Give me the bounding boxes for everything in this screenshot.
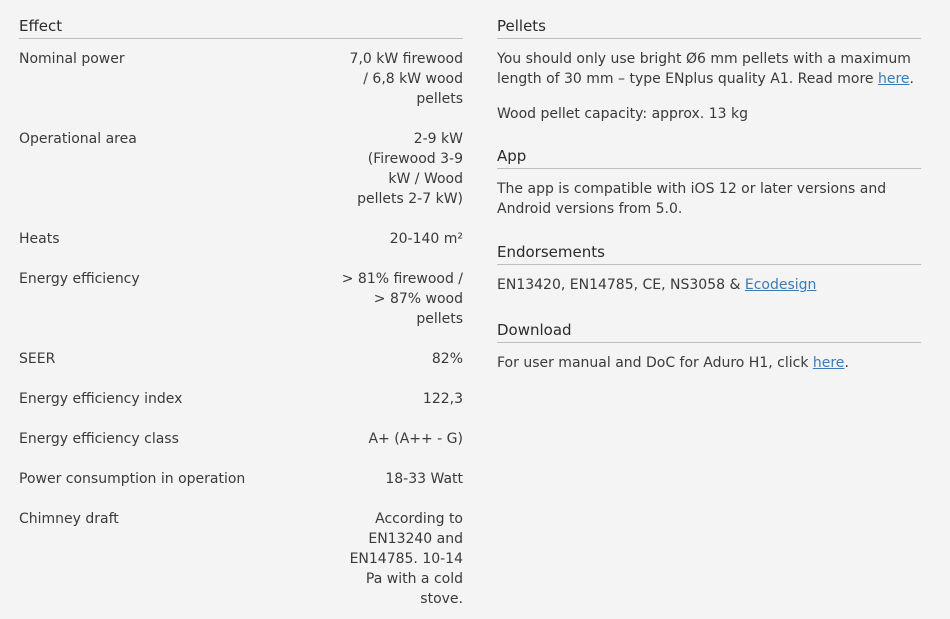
spec-value [432,349,463,369]
spec-value-line: kW / Wood [388,171,463,187]
spec-value [342,269,463,329]
spec-label: Power consumption in operation [19,471,246,487]
spec-value-line: pellets 2-7 kW) [357,191,463,207]
pellets-read-more-link[interactable]: here [877,71,910,87]
download-link[interactable]: here [812,355,845,371]
spec-label: Energy efficiency index [19,391,183,407]
pellets-section [497,12,921,124]
spec-value-line: > 81% firewood / [341,271,463,287]
spec-value-line: 122,3 [422,391,463,407]
spec-value-line: 20-140 m² [389,231,463,247]
spec-row [19,219,463,259]
endorsements-text [497,265,921,295]
endorsements-section [497,238,921,295]
spec-value [390,229,463,249]
spec-value [350,49,463,109]
spec-table [19,39,463,619]
spec-value [385,469,463,489]
spec-value-line: pellets [416,91,463,107]
app-section [497,142,921,219]
spec-row [19,339,463,379]
spec-label: Heats [19,231,60,247]
spec-value-line: pellets [416,311,463,327]
info-column [497,12,921,373]
spec-row [19,419,463,459]
spec-value [350,509,463,609]
spec-value-line: (Firewood 3-9 [367,151,463,167]
spec-value [423,389,463,409]
spec-value-line: 18-33 Watt [385,471,463,487]
download-text [497,343,921,373]
spec-value-line: According to [375,511,463,527]
spec-value-line: 2-9 kW [413,131,463,147]
spec-value-line: A+ (A++ - G) [368,431,463,447]
spec-label: Energy efficiency [19,271,140,287]
spec-row [19,499,463,619]
endorsements-list: EN13420, EN14785, CE, NS3058 & [497,277,745,293]
spec-value [357,129,463,209]
spec-label: Energy efficiency class [19,431,179,447]
spec-value-line: Pa with a cold [365,571,463,587]
download-title: Download [497,316,921,343]
spec-label: SEER [19,351,56,367]
spec-row [19,459,463,499]
spec-value-line: 82% [431,351,463,367]
endorsements-title: Endorsements [497,238,921,265]
spec-value-line: > 87% wood [373,291,463,307]
ecodesign-link[interactable]: Ecodesign [744,277,817,293]
spec-row [19,39,463,119]
download-section [497,316,921,373]
download-description: For user manual and DoC for Aduro H1, click [497,355,813,371]
spec-row [19,119,463,219]
spec-value-line: / 6,8 kW wood [363,71,463,87]
spec-value-line: EN13240 and [368,531,463,547]
spec-label: Nominal power [19,51,125,67]
pellets-description-text: You should only use bright Ø6 mm pellets with a maximum length of 30 mm – type ENplus quality A1. Read more [497,51,911,87]
app-description: The app is compatible with iOS 12 or later versions and Android versions from 5.0. [497,181,887,217]
effect-section [19,12,463,619]
effect-title: Effect [19,12,463,39]
app-title: App [497,142,921,169]
pellets-title: Pellets [497,12,921,39]
spec-label: Operational area [19,131,137,147]
spec-value-line: EN14785. 10-14 [349,551,463,567]
spec-row [19,379,463,419]
spec-row [19,259,463,339]
pellets-description-end: . [909,71,914,87]
download-description-end: . [844,355,849,371]
spec-label: Chimney draft [19,511,119,527]
spec-value-line: stove. [420,591,463,607]
spec-value [368,429,463,449]
pellet-capacity: Wood pellet capacity: approx. 13 kg [497,106,748,122]
pellets-description [497,39,921,89]
spec-value-line: 7,0 kW firewood [349,51,463,67]
